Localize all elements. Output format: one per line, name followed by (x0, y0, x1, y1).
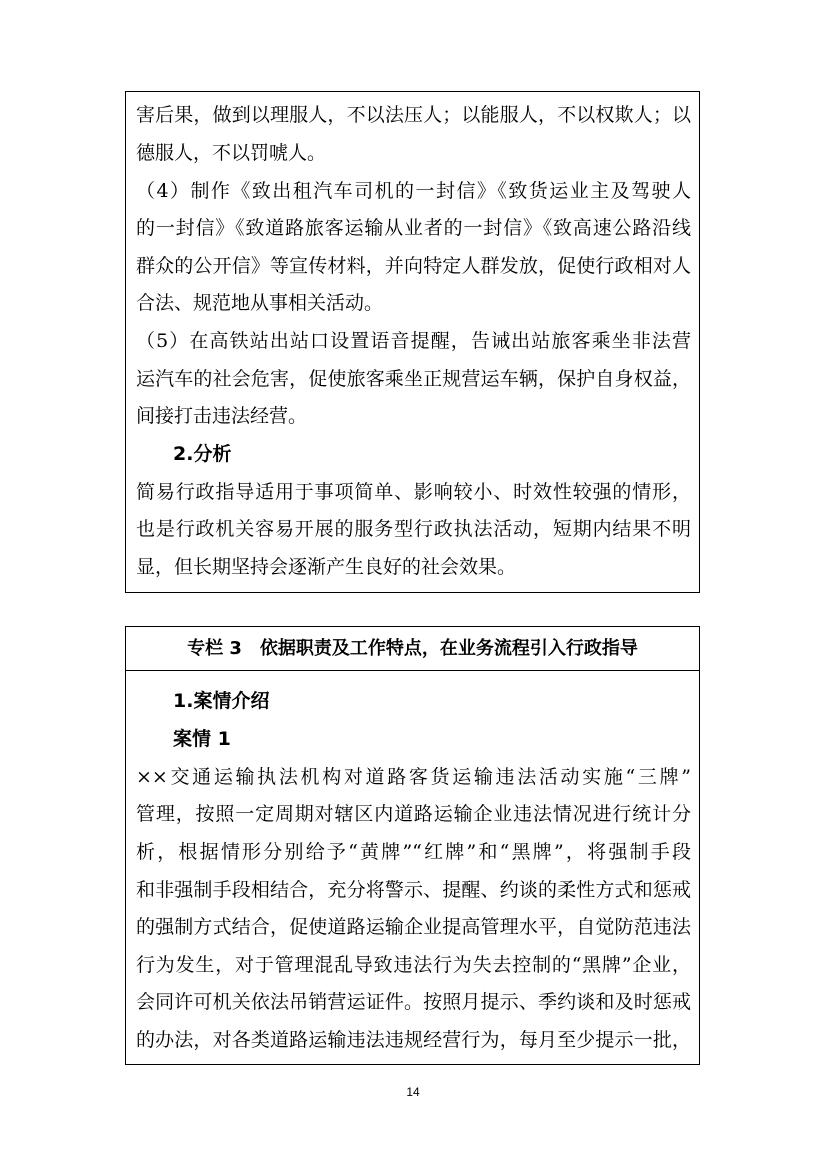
paragraph-line: 害后果，做到以理服人，不以法压人；以能服人，不以权欺人；以 (136, 104, 691, 126)
section-heading: 2.分析 (173, 443, 232, 465)
text-box-2 (125, 626, 700, 1065)
paragraph-line: 行为发生，对于管理混乱导致违法行为失去控制的“黑牌”企业， (136, 954, 691, 976)
paragraph-line: 的办法，对各类道路运输违法违规经营行为，每月至少提示一批， (136, 1029, 691, 1051)
paragraph-line: ××交通运输执法机构对道路客货运输违法活动实施“三牌” (136, 766, 691, 788)
section-heading: 1.案情介绍 (173, 690, 270, 712)
paragraph-line: 也是行政机关容易开展的服务型行政执法活动，短期内结果不明 (136, 518, 691, 540)
paragraph-line: （5）在高铁站出站口设置语音提醒，告诫出站旅客乘坐非法营 (136, 330, 691, 352)
paragraph-line: 简易行政指导适用于事项简单、影响较小、时效性较强的情形， (136, 481, 691, 503)
paragraph-line: 间接打击违法经营。 (136, 405, 308, 427)
paragraph-line: 合法、规范地从事相关活动。 (136, 292, 384, 314)
paragraph-line: 的强制方式结合，促使道路运输企业提高管理水平，自觉防范违法 (136, 916, 691, 938)
paragraph-line: 和非强制手段相结合，充分将警示、提醒、约谈的柔性方式和惩戒 (136, 879, 691, 901)
paragraph-line: 会同许可机关依法吊销营运证件。按照月提示、季约谈和及时惩戒 (136, 991, 691, 1013)
case-heading: 案情 1 (173, 728, 231, 750)
box-header: 专栏 3 依据职责及工作特点，在业务流程引入行政指导 (126, 627, 699, 671)
paragraph-line: 显，但长期坚持会逐渐产生良好的社会效果。 (136, 556, 517, 578)
text-box-1 (125, 91, 700, 593)
paragraph-line: （4）制作《致出租汽车司机的一封信》《致货运业主及驾驶人 (136, 180, 691, 202)
paragraph-line: 德服人，不以罚唬人。 (136, 142, 327, 164)
paragraph-line: 管理，按照一定周期对辖区内道路运输企业违法情况进行统计分 (136, 803, 691, 825)
paragraph-line: 的一封信》《致道路旅客运输从业者的一封信》《致高速公路沿线 (136, 217, 691, 239)
page-number: 14 (406, 1085, 420, 1099)
paragraph-line: 群众的公开信》等宣传材料，并向特定人群发放，促使行政相对人 (136, 255, 691, 277)
paragraph-line: 析，根据情形分别给予“黄牌”“红牌”和“黑牌”，将强制手段 (136, 841, 691, 863)
paragraph-line: 运汽车的社会危害，促使旅客乘坐正规营运车辆，保护自身权益， (136, 368, 691, 390)
